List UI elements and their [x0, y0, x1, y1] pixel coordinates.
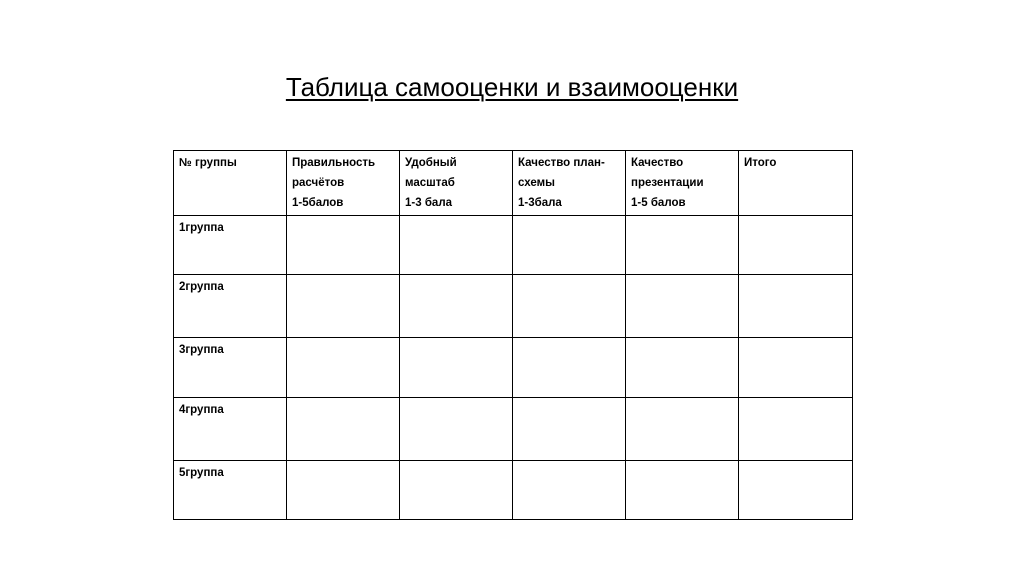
header-line: Качество: [631, 157, 684, 169]
score-cell[interactable]: [626, 461, 739, 520]
table-row: [174, 216, 853, 275]
total-cell[interactable]: [739, 216, 853, 275]
header-cell-total: [739, 151, 853, 216]
table-row: [174, 398, 853, 461]
group-label-cell: 1группа: [174, 216, 287, 275]
score-cell[interactable]: [513, 461, 626, 520]
table-body: [174, 216, 853, 520]
score-cell[interactable]: [626, 338, 739, 398]
header-line: схемы: [518, 177, 555, 189]
slide-title: [0, 70, 1024, 104]
score-cell[interactable]: [513, 338, 626, 398]
score-cell[interactable]: [513, 275, 626, 338]
header-cell-presentation-quality: [626, 151, 739, 216]
score-cell[interactable]: [400, 461, 513, 520]
group-label-cell: 5группа: [174, 461, 287, 520]
score-cell[interactable]: [287, 275, 400, 338]
score-cell[interactable]: [400, 338, 513, 398]
header-cell-plan-quality: [513, 151, 626, 216]
score-cell[interactable]: [626, 216, 739, 275]
group-label-cell: 3группа: [174, 338, 287, 398]
header-line: № группы: [179, 157, 237, 169]
header-line: 1-5балов: [292, 197, 344, 209]
score-cell[interactable]: [626, 275, 739, 338]
total-cell[interactable]: [739, 461, 853, 520]
score-cell[interactable]: [626, 398, 739, 461]
table-row: [174, 338, 853, 398]
table-row: [174, 461, 853, 520]
score-cell[interactable]: [400, 216, 513, 275]
slide-title-text: Таблица самооценки и взаимооценки: [285, 72, 739, 102]
total-cell[interactable]: [739, 338, 853, 398]
header-line: Правильность: [292, 157, 376, 169]
header-line: масштаб: [405, 177, 455, 189]
score-cell[interactable]: [400, 398, 513, 461]
score-cell[interactable]: [287, 216, 400, 275]
header-cell-convenient-scale: [400, 151, 513, 216]
score-cell[interactable]: [287, 461, 400, 520]
header-line: презентации: [631, 177, 704, 189]
header-line: расчётов: [292, 177, 345, 189]
score-cell[interactable]: [287, 398, 400, 461]
header-line: Качество план-: [518, 157, 605, 169]
header-line: 1-3 бала: [405, 197, 453, 209]
score-cell[interactable]: [400, 275, 513, 338]
header-cell-group-number: [174, 151, 287, 216]
total-cell[interactable]: [739, 275, 853, 338]
score-cell[interactable]: [513, 216, 626, 275]
header-line: Итого: [744, 157, 777, 169]
assessment-table: [173, 150, 853, 520]
header-line: 1-3бала: [518, 197, 562, 209]
score-cell[interactable]: [513, 398, 626, 461]
total-cell[interactable]: [739, 398, 853, 461]
header-row: [174, 151, 853, 216]
header-line: Удобный: [405, 157, 457, 169]
group-label-cell: 4группа: [174, 398, 287, 461]
header-cell-calculation-accuracy: [287, 151, 400, 216]
group-label-cell: 2группа: [174, 275, 287, 338]
table-header: [174, 151, 853, 216]
table-row: [174, 275, 853, 338]
header-line: 1-5 балов: [631, 197, 686, 209]
score-cell[interactable]: [287, 338, 400, 398]
